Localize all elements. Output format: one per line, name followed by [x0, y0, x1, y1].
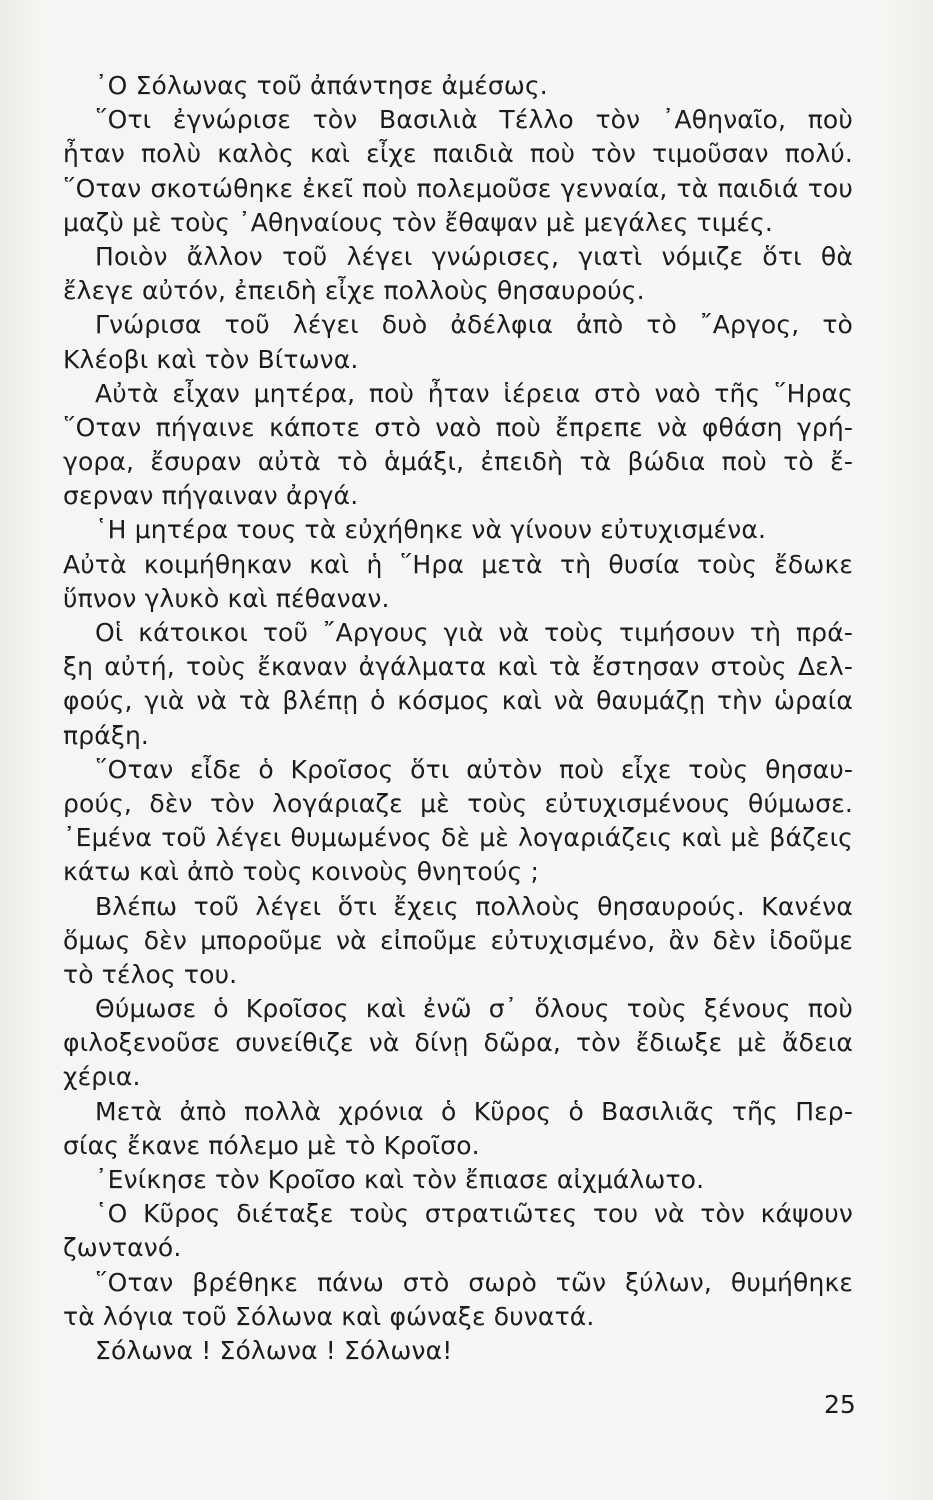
- text-line: Αὐτὰ εἶχαν μητέρα, ποὺ ἦταν ἱέρεια στὸ ναὸ τῆς ῞Ηρας: [95, 378, 853, 408]
- text-line: ῞Οταν σκοτώθηκε ἐκεῖ ποὺ πολεμοῦσε γενναία, τὰ παιδιά του: [63, 173, 853, 203]
- text-line: ῞Οτι ἐγνώρισε τὸν Βασιλιὰ Τέλλο τὸν ᾿Αθηναῖο, ποὺ: [95, 105, 853, 135]
- text-line: Θύμωσε ὁ Κροῖσος καὶ ἐνῶ σ᾽ ὅλους τοὺς ξένους ποὺ: [95, 994, 853, 1024]
- text-line: σίας ἔκανε πόλεμο μὲ τὸ Κροῖσο.: [63, 1130, 480, 1160]
- text-line: ῞Οταν εἶδε ὁ Κροῖσος ὅτι αὐτὸν ποὺ εἶχε τοὺς θησαυ-: [95, 754, 853, 784]
- text-line: Βλέπω τοῦ λέγει ὅτι ἔχεις πολλοὺς θησαυρούς. Κανένα: [95, 891, 853, 921]
- text-line: φούς, γιὰ νὰ τὰ βλέπῃ ὁ κόσμος καὶ νὰ θαυμάζῃ τὴν ὡραία: [63, 686, 853, 716]
- text-line: ὅμως δὲν μποροῦμε νὰ εἰποῦμε εὐτυχισμένο, ἂν δὲν ἰδοῦμε: [63, 925, 853, 955]
- page-body-text: [63, 69, 853, 1368]
- text-line: ᾿Ο Σόλωνας τοῦ ἀπάντησε ἀμέσως.: [95, 71, 548, 100]
- text-line: Ποιὸν ἄλλον τοῦ λέγει γνώρισες, γιατὶ νόμιζε ὅτι θὰ: [95, 241, 853, 271]
- text-line: ῾Η μητέρα τους τὰ εὐχήθηκε νὰ γίνουν εὐτυχισμένα.: [95, 515, 767, 545]
- text-line: τὸ τέλος του.: [63, 959, 238, 989]
- text-line: Σόλωνα ! Σόλωνα ! Σόλωνα!: [95, 1335, 453, 1365]
- text-line: φιλοξενοῦσε συνείθιζε νὰ δίνῃ δῶρα, τὸν ἔδιωξε μὲ ἄδεια: [63, 1028, 853, 1058]
- text-line: ζωντανό.: [63, 1233, 182, 1263]
- text-line: ῞Οταν πήγαινε κάποτε στὸ ναὸ ποὺ ἔπρεπε νὰ φθάση γρή-: [63, 412, 853, 442]
- text-line: ᾿Ενίκησε τὸν Κροῖσο καὶ τὸν ἔπιασε αἰχμάλωτο.: [95, 1165, 705, 1194]
- text-line: Κλέοβι καὶ τὸν Βίτωνα.: [63, 344, 359, 374]
- text-line: ρούς, δὲν τὸν λογάριαζε μὲ τοὺς εὐτυχισμένους θύμωσε.: [63, 788, 853, 818]
- text-line: πράξη.: [63, 720, 150, 750]
- text-line: ῾Ο Κῦρος διέταξε τοὺς στρατιῶτες του νὰ τὸν κάψουν: [95, 1199, 853, 1229]
- text-line: Μετὰ ἀπὸ πολλὰ χρόνια ὁ Κῦρος ὁ Βασιλιᾶς τῆς Περ-: [95, 1096, 853, 1126]
- text-line: ἦταν πολὺ καλὸς καὶ εἶχε παιδιὰ ποὺ τὸν τιμοῦσαν πολύ.: [63, 139, 853, 169]
- text-line: Οἱ κάτοικοι τοῦ ῎Αργους γιὰ νὰ τοὺς τιμήσουν τὴ πρά-: [95, 618, 853, 647]
- text-line: γορα, ἔσυραν αὐτὰ τὸ ἁμάξι, ἐπειδὴ τὰ βώδια ποὺ τὸ ἔ-: [63, 447, 853, 477]
- page-number: 25: [824, 1390, 856, 1419]
- text-line: μαζὺ μὲ τοὺς ᾿Αθηναίους τὸν ἔθαψαν μὲ μεγάλες τιμές.: [63, 207, 773, 237]
- text-line: Γνώρισα τοῦ λέγει δυὸ ἀδέλφια ἀπὸ τὸ ῎Αργος, τὸ: [95, 310, 853, 340]
- text-line: ἔλεγε αὐτόν, ἐπειδὴ εἶχε πολλοὺς θησαυρούς.: [63, 276, 645, 306]
- text-line: ᾿Εμένα τοῦ λέγει θυμωμένος δὲ μὲ λογαριάζεις καὶ μὲ βάζεις: [63, 823, 853, 853]
- text-line: σερναν πήγαιναν ἀργά.: [63, 481, 359, 511]
- text-line: κάτω καὶ ἀπὸ τοὺς κοινοὺς θνητούς ;: [63, 857, 540, 887]
- text-line: ῞Οταν βρέθηκε πάνω στὸ σωρὸ τῶν ξύλων, θυμήθηκε: [95, 1267, 853, 1297]
- text-line: χέρια.: [63, 1062, 141, 1092]
- text-line: τὰ λόγια τοῦ Σόλωνα καὶ φώναξε δυνατά.: [63, 1301, 595, 1331]
- text-line: ξη αὐτή, τοὺς ἔκαναν ἀγάλματα καὶ τὰ ἔστησαν στοὺς Δελ-: [63, 652, 853, 682]
- text-line: ὕπνον γλυκὸ καὶ πέθαναν.: [63, 583, 390, 613]
- text-line: Αὐτὰ κοιμήθηκαν καὶ ἡ ῞Ηρα μετὰ τὴ θυσία τοὺς ἔδωκε: [63, 549, 853, 579]
